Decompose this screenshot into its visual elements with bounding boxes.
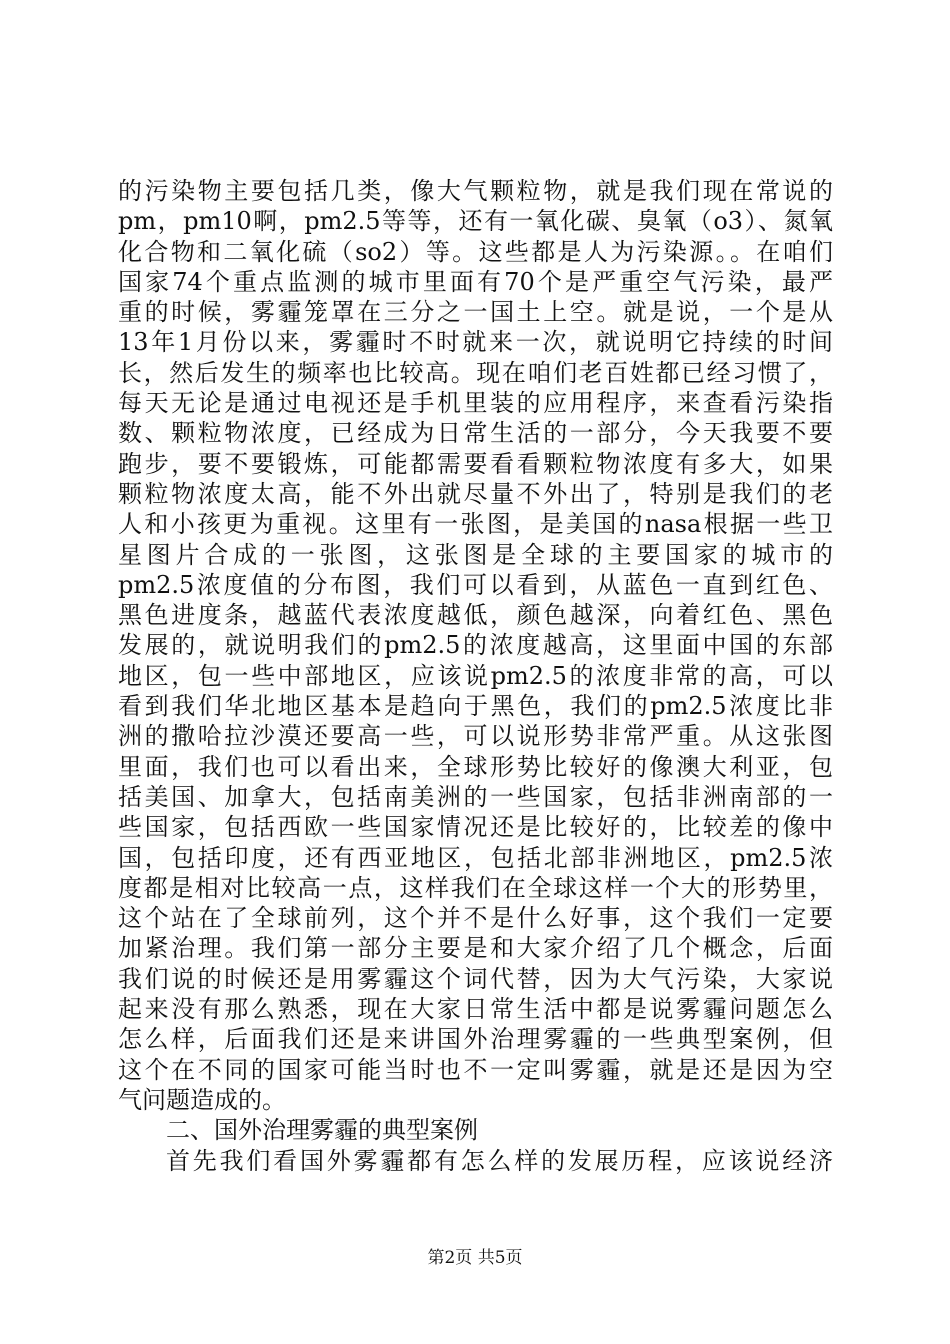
body-line: 国，包括印度，还有西亚地区，包括北部非洲地区，pm2.5浓 xyxy=(118,843,833,872)
body-line: 我们说的时候还是用雾霾这个词代替，因为大气污染，大家说 xyxy=(118,964,833,993)
body-line: 地区，包一些中部地区，应该说pm2.5的浓度非常的高，可以 xyxy=(118,661,833,690)
body-line: 这个在不同的国家可能当时也不一定叫雾霾，就是还是因为空 xyxy=(118,1055,833,1084)
body-line: 起来没有那么熟悉，现在大家日常生活中都是说雾霾问题怎么 xyxy=(118,995,833,1024)
body-line: pm2.5浓度值的分布图，我们可以看到，从蓝色一直到红色、 xyxy=(118,570,833,599)
body-line: 发展的，就说明我们的pm2.5的浓度越高，这里面中国的东部 xyxy=(118,631,833,660)
paragraph-first-line: 首先我们看国外雾霾都有怎么样的发展历程，应该说经济 xyxy=(166,1146,833,1175)
body-line: 这个站在了全球前列，这个并不是什么好事，这个我们一定要 xyxy=(118,904,833,933)
body-line: 13年1月份以来，雾霾时不时就来一次，就说明它持续的时间 xyxy=(118,328,833,357)
body-line: 气问题造成的。 xyxy=(118,1085,286,1114)
body-line: pm，pm10啊，pm2.5等等，还有一氧化碳、臭氧（o3）、氮氧 xyxy=(118,207,833,236)
body-line: 加紧治理。我们第一部分主要是和大家介绍了几个概念，后面 xyxy=(118,934,833,963)
body-line: 看到我们华北地区基本是趋向于黑色，我们的pm2.5浓度比非 xyxy=(118,692,833,721)
body-line: 长，然后发生的频率也比较高。现在咱们老百姓都已经习惯了， xyxy=(118,358,833,387)
body-line: 重的时候，雾霾笼罩在三分之一国土上空。就是说，一个是从 xyxy=(118,298,833,327)
body-line: 括美国、加拿大，包括南美洲的一些国家，包括非洲南部的一 xyxy=(118,782,833,811)
body-line: 的污染物主要包括几类，像大气颗粒物，就是我们现在常说的 xyxy=(118,177,833,205)
body-line: 颗粒物浓度太高，能不外出就尽量不外出了，特别是我们的老 xyxy=(118,479,833,508)
page-number-footer: 第2页 共5页 xyxy=(427,1248,523,1268)
body-line: 每天无论是通过电视还是手机里装的应用程序，来查看污染指 xyxy=(118,389,833,418)
body-line: 怎么样，后面我们还是来讲国外治理雾霾的一些典型案例，但 xyxy=(118,1025,833,1054)
body-line: 人和小孩更为重视。这里有一张图，是美国的nasa根据一些卫 xyxy=(118,510,833,539)
body-line: 星图片合成的一张图，这张图是全球的主要国家的城市的 xyxy=(118,540,833,569)
document-body xyxy=(118,176,833,1176)
body-line: 度都是相对比较高一点，这样我们在全球这样一个大的形势里， xyxy=(118,873,833,902)
body-line: 里面，我们也可以看出来，全球形势比较好的像澳大利亚，包 xyxy=(118,752,833,781)
body-line: 国家74个重点监测的城市里面有70个是严重空气污染，最严 xyxy=(118,267,833,296)
body-line: 跑步，要不要锻炼，可能都需要看看颗粒物浓度有多大，如果 xyxy=(118,449,833,478)
body-line: 数、颗粒物浓度，已经成为日常生活的一部分，今天我要不要 xyxy=(118,419,833,448)
body-line: 黑色进度条，越蓝代表浓度越低，颜色越深，向着红色、黑色 xyxy=(118,601,833,630)
section-heading: 二、国外治理雾霾的典型案例 xyxy=(166,1116,478,1145)
body-line: 洲的撒哈拉沙漠还要高一些，可以说形势非常严重。从这张图 xyxy=(118,722,833,751)
body-line: 些国家，包括西欧一些国家情况还是比较好的，比较差的像中 xyxy=(118,813,833,842)
body-line: 化合物和二氧化硫（so2）等。这些都是人为污染源。。在咱们 xyxy=(118,237,833,266)
